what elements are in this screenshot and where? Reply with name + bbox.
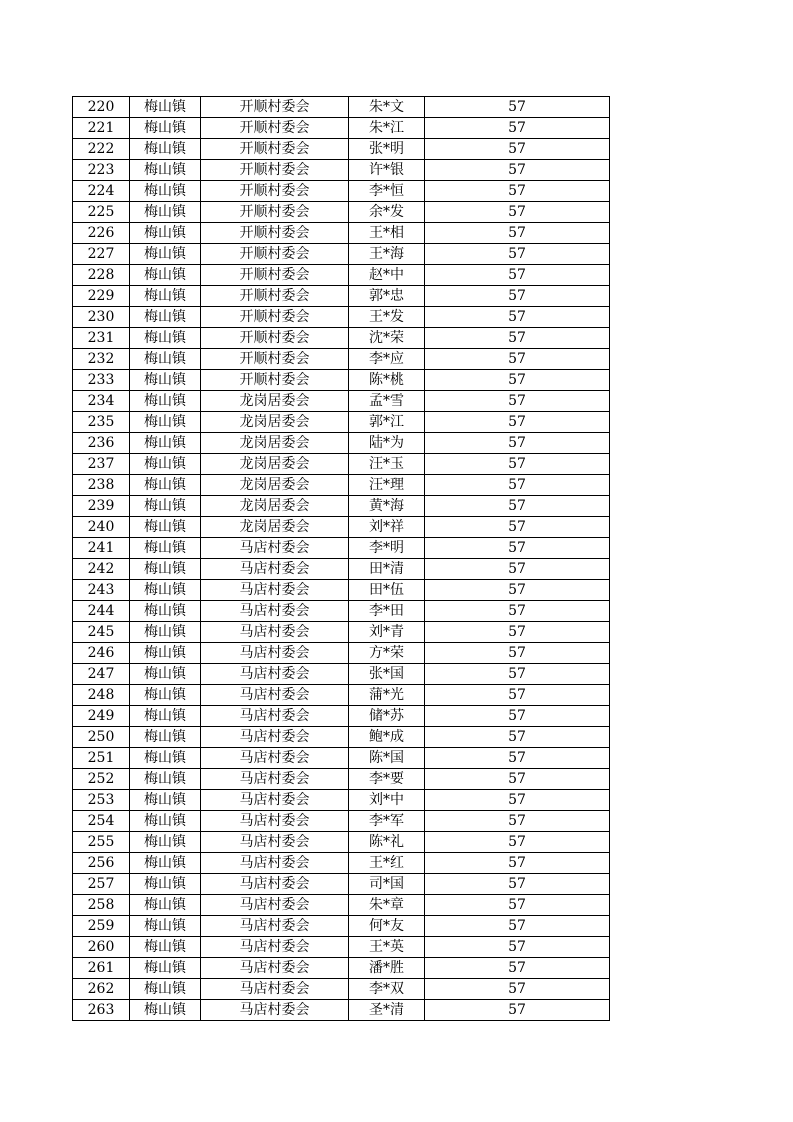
- name-cell: 郭*江: [349, 412, 425, 433]
- row-number-cell: 234: [73, 391, 130, 412]
- table-row: [73, 412, 610, 433]
- amount-cell: 57: [425, 97, 610, 118]
- table-row: [73, 286, 610, 307]
- amount-cell: 57: [425, 118, 610, 139]
- village-cell: 龙岗居委会: [201, 496, 349, 517]
- village-cell: 开顺村委会: [201, 139, 349, 160]
- village-cell: 开顺村委会: [201, 244, 349, 265]
- row-number-cell: 245: [73, 622, 130, 643]
- table-row: [73, 580, 610, 601]
- table-row: [73, 874, 610, 895]
- table-row: [73, 958, 610, 979]
- amount-cell: 57: [425, 370, 610, 391]
- village-cell: 马店村委会: [201, 916, 349, 937]
- town-cell: 梅山镇: [130, 181, 201, 202]
- village-cell: 龙岗居委会: [201, 433, 349, 454]
- amount-cell: 57: [425, 790, 610, 811]
- amount-cell: 57: [425, 244, 610, 265]
- village-cell: 龙岗居委会: [201, 454, 349, 475]
- name-cell: 朱*江: [349, 118, 425, 139]
- name-cell: 许*银: [349, 160, 425, 181]
- row-number-cell: 251: [73, 748, 130, 769]
- name-cell: 潘*胜: [349, 958, 425, 979]
- table-row: [73, 97, 610, 118]
- village-cell: 马店村委会: [201, 580, 349, 601]
- table-row: [73, 517, 610, 538]
- table-row: [73, 538, 610, 559]
- village-cell: 开顺村委会: [201, 328, 349, 349]
- amount-cell: 57: [425, 727, 610, 748]
- table-row: [73, 895, 610, 916]
- name-cell: 朱*章: [349, 895, 425, 916]
- town-cell: 梅山镇: [130, 1000, 201, 1021]
- town-cell: 梅山镇: [130, 118, 201, 139]
- town-cell: 梅山镇: [130, 685, 201, 706]
- name-cell: 沈*荣: [349, 328, 425, 349]
- row-number-cell: 233: [73, 370, 130, 391]
- row-number-cell: 241: [73, 538, 130, 559]
- name-cell: 刘*中: [349, 790, 425, 811]
- town-cell: 梅山镇: [130, 496, 201, 517]
- row-number-cell: 227: [73, 244, 130, 265]
- town-cell: 梅山镇: [130, 811, 201, 832]
- town-cell: 梅山镇: [130, 916, 201, 937]
- amount-cell: 57: [425, 475, 610, 496]
- name-cell: 汪*玉: [349, 454, 425, 475]
- row-number-cell: 263: [73, 1000, 130, 1021]
- name-cell: 鲍*成: [349, 727, 425, 748]
- town-cell: 梅山镇: [130, 580, 201, 601]
- village-cell: 开顺村委会: [201, 307, 349, 328]
- table-row: [73, 559, 610, 580]
- row-number-cell: 247: [73, 664, 130, 685]
- table-row: [73, 685, 610, 706]
- name-cell: 蒲*光: [349, 685, 425, 706]
- town-cell: 梅山镇: [130, 328, 201, 349]
- village-cell: 马店村委会: [201, 853, 349, 874]
- roster-table: [72, 96, 610, 1021]
- row-number-cell: 260: [73, 937, 130, 958]
- amount-cell: 57: [425, 853, 610, 874]
- name-cell: 李*田: [349, 601, 425, 622]
- table-row: [73, 643, 610, 664]
- name-cell: 王*英: [349, 937, 425, 958]
- village-cell: 马店村委会: [201, 685, 349, 706]
- row-number-cell: 256: [73, 853, 130, 874]
- town-cell: 梅山镇: [130, 958, 201, 979]
- row-number-cell: 226: [73, 223, 130, 244]
- table-row: [73, 748, 610, 769]
- village-cell: 马店村委会: [201, 748, 349, 769]
- amount-cell: 57: [425, 517, 610, 538]
- amount-cell: 57: [425, 958, 610, 979]
- table-row: [73, 454, 610, 475]
- amount-cell: 57: [425, 706, 610, 727]
- table-row: [73, 853, 610, 874]
- village-cell: 开顺村委会: [201, 223, 349, 244]
- amount-cell: 57: [425, 895, 610, 916]
- town-cell: 梅山镇: [130, 223, 201, 244]
- village-cell: 马店村委会: [201, 790, 349, 811]
- amount-cell: 57: [425, 433, 610, 454]
- name-cell: 郭*忠: [349, 286, 425, 307]
- table-row: [73, 496, 610, 517]
- amount-cell: 57: [425, 307, 610, 328]
- table-row: [73, 265, 610, 286]
- name-cell: 王*发: [349, 307, 425, 328]
- row-number-cell: 232: [73, 349, 130, 370]
- village-cell: 龙岗居委会: [201, 475, 349, 496]
- row-number-cell: 228: [73, 265, 130, 286]
- roster-body: [73, 97, 610, 1021]
- name-cell: 王*红: [349, 853, 425, 874]
- table-row: [73, 391, 610, 412]
- name-cell: 李*应: [349, 349, 425, 370]
- town-cell: 梅山镇: [130, 643, 201, 664]
- amount-cell: 57: [425, 202, 610, 223]
- name-cell: 汪*理: [349, 475, 425, 496]
- row-number-cell: 240: [73, 517, 130, 538]
- town-cell: 梅山镇: [130, 265, 201, 286]
- village-cell: 马店村委会: [201, 622, 349, 643]
- town-cell: 梅山镇: [130, 433, 201, 454]
- row-number-cell: 253: [73, 790, 130, 811]
- table-row: [73, 1000, 610, 1021]
- row-number-cell: 259: [73, 916, 130, 937]
- name-cell: 李*军: [349, 811, 425, 832]
- row-number-cell: 230: [73, 307, 130, 328]
- amount-cell: 57: [425, 139, 610, 160]
- town-cell: 梅山镇: [130, 727, 201, 748]
- name-cell: 刘*祥: [349, 517, 425, 538]
- row-number-cell: 223: [73, 160, 130, 181]
- town-cell: 梅山镇: [130, 349, 201, 370]
- town-cell: 梅山镇: [130, 853, 201, 874]
- table-row: [73, 160, 610, 181]
- town-cell: 梅山镇: [130, 874, 201, 895]
- name-cell: 田*伍: [349, 580, 425, 601]
- town-cell: 梅山镇: [130, 517, 201, 538]
- row-number-cell: 222: [73, 139, 130, 160]
- town-cell: 梅山镇: [130, 832, 201, 853]
- table-row: [73, 706, 610, 727]
- town-cell: 梅山镇: [130, 790, 201, 811]
- town-cell: 梅山镇: [130, 286, 201, 307]
- row-number-cell: 246: [73, 643, 130, 664]
- table-row: [73, 349, 610, 370]
- town-cell: 梅山镇: [130, 475, 201, 496]
- name-cell: 李*明: [349, 538, 425, 559]
- village-cell: 开顺村委会: [201, 370, 349, 391]
- name-cell: 圣*清: [349, 1000, 425, 1021]
- row-number-cell: 236: [73, 433, 130, 454]
- row-number-cell: 235: [73, 412, 130, 433]
- row-number-cell: 231: [73, 328, 130, 349]
- town-cell: 梅山镇: [130, 139, 201, 160]
- table-row: [73, 181, 610, 202]
- row-number-cell: 221: [73, 118, 130, 139]
- row-number-cell: 224: [73, 181, 130, 202]
- row-number-cell: 248: [73, 685, 130, 706]
- village-cell: 马店村委会: [201, 937, 349, 958]
- town-cell: 梅山镇: [130, 895, 201, 916]
- table-row: [73, 118, 610, 139]
- row-number-cell: 257: [73, 874, 130, 895]
- amount-cell: 57: [425, 979, 610, 1000]
- amount-cell: 57: [425, 454, 610, 475]
- town-cell: 梅山镇: [130, 748, 201, 769]
- row-number-cell: 250: [73, 727, 130, 748]
- table-row: [73, 811, 610, 832]
- row-number-cell: 252: [73, 769, 130, 790]
- row-number-cell: 254: [73, 811, 130, 832]
- table-row: [73, 727, 610, 748]
- village-cell: 开顺村委会: [201, 202, 349, 223]
- town-cell: 梅山镇: [130, 664, 201, 685]
- town-cell: 梅山镇: [130, 769, 201, 790]
- row-number-cell: 238: [73, 475, 130, 496]
- town-cell: 梅山镇: [130, 937, 201, 958]
- table-row: [73, 223, 610, 244]
- village-cell: 开顺村委会: [201, 181, 349, 202]
- row-number-cell: 249: [73, 706, 130, 727]
- village-cell: 开顺村委会: [201, 97, 349, 118]
- name-cell: 陈*桃: [349, 370, 425, 391]
- name-cell: 张*明: [349, 139, 425, 160]
- table-row: [73, 139, 610, 160]
- village-cell: 开顺村委会: [201, 160, 349, 181]
- town-cell: 梅山镇: [130, 160, 201, 181]
- table-row: [73, 664, 610, 685]
- amount-cell: 57: [425, 643, 610, 664]
- row-number-cell: 255: [73, 832, 130, 853]
- amount-cell: 57: [425, 1000, 610, 1021]
- name-cell: 田*清: [349, 559, 425, 580]
- town-cell: 梅山镇: [130, 601, 201, 622]
- name-cell: 王*海: [349, 244, 425, 265]
- village-cell: 马店村委会: [201, 769, 349, 790]
- town-cell: 梅山镇: [130, 538, 201, 559]
- amount-cell: 57: [425, 580, 610, 601]
- table-row: [73, 307, 610, 328]
- table-row: [73, 769, 610, 790]
- name-cell: 何*友: [349, 916, 425, 937]
- table-row: [73, 937, 610, 958]
- table-row: [73, 475, 610, 496]
- village-cell: 开顺村委会: [201, 118, 349, 139]
- village-cell: 马店村委会: [201, 601, 349, 622]
- village-cell: 马店村委会: [201, 1000, 349, 1021]
- row-number-cell: 237: [73, 454, 130, 475]
- table-row: [73, 790, 610, 811]
- table-row: [73, 916, 610, 937]
- name-cell: 刘*青: [349, 622, 425, 643]
- row-number-cell: 242: [73, 559, 130, 580]
- row-number-cell: 229: [73, 286, 130, 307]
- row-number-cell: 220: [73, 97, 130, 118]
- amount-cell: 57: [425, 685, 610, 706]
- name-cell: 张*国: [349, 664, 425, 685]
- name-cell: 黄*海: [349, 496, 425, 517]
- village-cell: 开顺村委会: [201, 349, 349, 370]
- row-number-cell: 261: [73, 958, 130, 979]
- name-cell: 李*恒: [349, 181, 425, 202]
- row-number-cell: 244: [73, 601, 130, 622]
- village-cell: 开顺村委会: [201, 286, 349, 307]
- row-number-cell: 225: [73, 202, 130, 223]
- amount-cell: 57: [425, 811, 610, 832]
- name-cell: 陆*为: [349, 433, 425, 454]
- village-cell: 马店村委会: [201, 727, 349, 748]
- village-cell: 龙岗居委会: [201, 412, 349, 433]
- name-cell: 司*国: [349, 874, 425, 895]
- row-number-cell: 262: [73, 979, 130, 1000]
- town-cell: 梅山镇: [130, 97, 201, 118]
- village-cell: 马店村委会: [201, 874, 349, 895]
- table-row: [73, 601, 610, 622]
- amount-cell: 57: [425, 328, 610, 349]
- name-cell: 陈*国: [349, 748, 425, 769]
- row-number-cell: 258: [73, 895, 130, 916]
- village-cell: 马店村委会: [201, 832, 349, 853]
- row-number-cell: 239: [73, 496, 130, 517]
- table-row: [73, 244, 610, 265]
- town-cell: 梅山镇: [130, 412, 201, 433]
- amount-cell: 57: [425, 412, 610, 433]
- village-cell: 马店村委会: [201, 538, 349, 559]
- amount-cell: 57: [425, 559, 610, 580]
- village-cell: 马店村委会: [201, 664, 349, 685]
- name-cell: 储*苏: [349, 706, 425, 727]
- amount-cell: 57: [425, 496, 610, 517]
- village-cell: 马店村委会: [201, 643, 349, 664]
- town-cell: 梅山镇: [130, 559, 201, 580]
- town-cell: 梅山镇: [130, 307, 201, 328]
- amount-cell: 57: [425, 832, 610, 853]
- village-cell: 马店村委会: [201, 895, 349, 916]
- table-row: [73, 433, 610, 454]
- amount-cell: 57: [425, 538, 610, 559]
- village-cell: 龙岗居委会: [201, 391, 349, 412]
- name-cell: 赵*中: [349, 265, 425, 286]
- village-cell: 开顺村委会: [201, 265, 349, 286]
- name-cell: 方*荣: [349, 643, 425, 664]
- amount-cell: 57: [425, 622, 610, 643]
- amount-cell: 57: [425, 748, 610, 769]
- amount-cell: 57: [425, 874, 610, 895]
- town-cell: 梅山镇: [130, 391, 201, 412]
- amount-cell: 57: [425, 601, 610, 622]
- amount-cell: 57: [425, 181, 610, 202]
- town-cell: 梅山镇: [130, 622, 201, 643]
- amount-cell: 57: [425, 664, 610, 685]
- village-cell: 马店村委会: [201, 811, 349, 832]
- amount-cell: 57: [425, 286, 610, 307]
- table-row: [73, 832, 610, 853]
- amount-cell: 57: [425, 937, 610, 958]
- amount-cell: 57: [425, 391, 610, 412]
- table-row: [73, 622, 610, 643]
- amount-cell: 57: [425, 349, 610, 370]
- town-cell: 梅山镇: [130, 454, 201, 475]
- village-cell: 马店村委会: [201, 958, 349, 979]
- town-cell: 梅山镇: [130, 202, 201, 223]
- village-cell: 马店村委会: [201, 559, 349, 580]
- town-cell: 梅山镇: [130, 370, 201, 391]
- village-cell: 马店村委会: [201, 979, 349, 1000]
- village-cell: 马店村委会: [201, 706, 349, 727]
- amount-cell: 57: [425, 769, 610, 790]
- town-cell: 梅山镇: [130, 244, 201, 265]
- name-cell: 孟*雪: [349, 391, 425, 412]
- amount-cell: 57: [425, 160, 610, 181]
- name-cell: 朱*文: [349, 97, 425, 118]
- table-row: [73, 202, 610, 223]
- town-cell: 梅山镇: [130, 706, 201, 727]
- table-row: [73, 370, 610, 391]
- amount-cell: 57: [425, 265, 610, 286]
- name-cell: 余*发: [349, 202, 425, 223]
- town-cell: 梅山镇: [130, 979, 201, 1000]
- name-cell: 王*相: [349, 223, 425, 244]
- name-cell: 陈*礼: [349, 832, 425, 853]
- name-cell: 李*双: [349, 979, 425, 1000]
- table-row: [73, 979, 610, 1000]
- village-cell: 龙岗居委会: [201, 517, 349, 538]
- amount-cell: 57: [425, 223, 610, 244]
- row-number-cell: 243: [73, 580, 130, 601]
- table-row: [73, 328, 610, 349]
- name-cell: 李*要: [349, 769, 425, 790]
- amount-cell: 57: [425, 916, 610, 937]
